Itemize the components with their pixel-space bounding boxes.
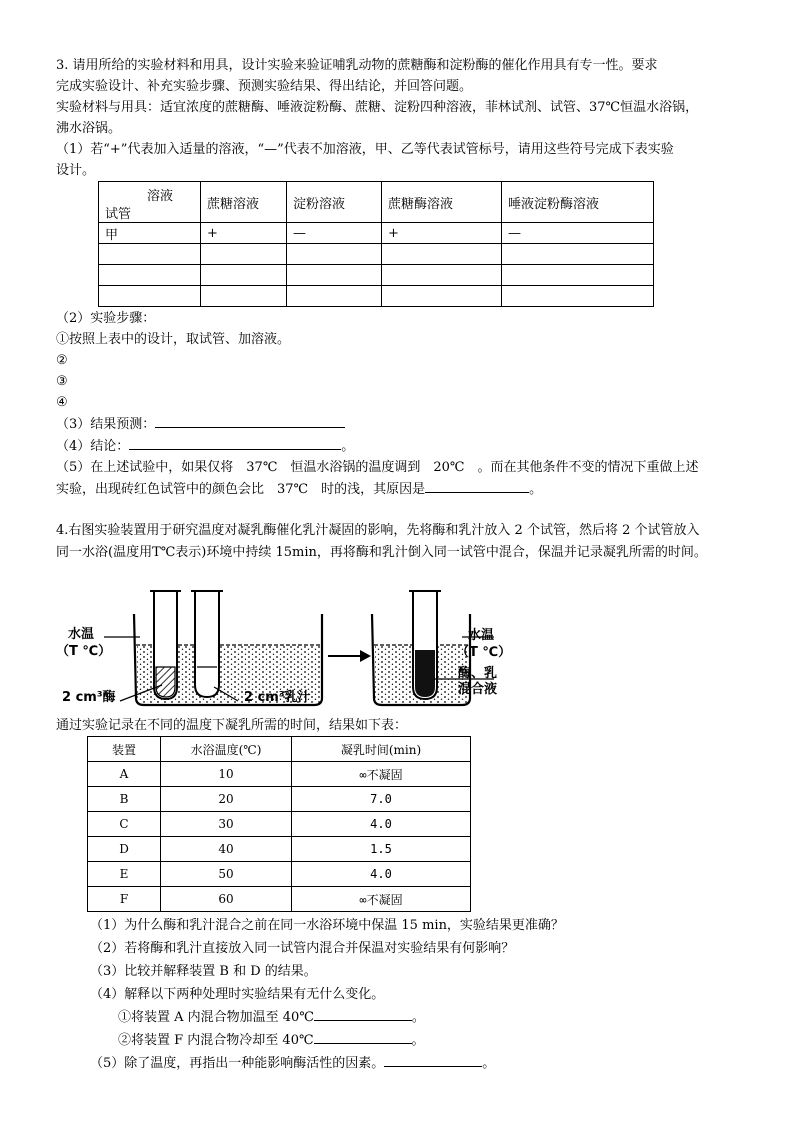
milk-tube bbox=[191, 591, 223, 697]
answer-blank[interactable] bbox=[425, 478, 529, 493]
mixture-label: 酶、乳 bbox=[458, 666, 498, 681]
table-row bbox=[88, 887, 471, 912]
q3-step1: ①按照上表中的设计，取试管、加溶液。 bbox=[56, 332, 291, 347]
table-cell: ∞不凝固 bbox=[292, 887, 471, 912]
corner-label-tube: 试管 bbox=[105, 207, 132, 222]
q3-part1: （1）若“+”代表加入适量的溶液，“—”代表不加溶液，甲、乙等代表试管标号，请用这些符号完成下表实验 bbox=[56, 142, 674, 157]
q3-part5: （5）在上述试验中，如果仅将 37℃ 恒温水浴锅的温度调到 20℃ 。而在其他条件不变的情况下重做上述 bbox=[56, 460, 699, 475]
table-cell: 30 bbox=[161, 812, 292, 837]
enzyme-tube bbox=[150, 591, 181, 699]
table-row bbox=[88, 862, 471, 887]
q4-question-5: （5）除了温度，再指出一种能影响酶活性的因素。 bbox=[90, 1056, 385, 1071]
answer-blank[interactable] bbox=[314, 1006, 412, 1021]
table-cell[interactable] bbox=[287, 244, 382, 265]
table-header-cell: 蔗糖溶液 bbox=[201, 182, 287, 223]
table-cell: B bbox=[88, 787, 161, 812]
q4-question-4a-line bbox=[56, 1006, 746, 1029]
table-cell[interactable] bbox=[287, 286, 382, 307]
table-row bbox=[88, 762, 471, 787]
q3-materials-cont: 沸水浴锅。 bbox=[56, 121, 122, 136]
table-cell[interactable] bbox=[99, 265, 201, 286]
q4-question-4b: ②将装置 F 内混合物冷却至 40℃ bbox=[118, 1033, 314, 1048]
q4-question-2: （2）若将酶和乳汁直接放入同一试管内混合并保温对实验结果有何影响？ bbox=[90, 941, 515, 956]
corner-label-solution: 溶液 bbox=[147, 189, 174, 204]
table-cell: 1.5 bbox=[292, 837, 471, 862]
table-cell: C bbox=[88, 812, 161, 837]
q3-step2: ② bbox=[56, 353, 68, 368]
q3-intro-cont: 完成实验设计、补充实验步骤、预测实验结果、得出结论，并回答问题。 bbox=[56, 79, 473, 94]
answer-blank[interactable] bbox=[384, 1052, 482, 1067]
enzyme-label: 2 cm³酶 bbox=[62, 690, 116, 705]
q4-question-4b-end: 。 bbox=[411, 1033, 425, 1048]
table-row bbox=[99, 223, 654, 244]
table-cell[interactable] bbox=[382, 286, 502, 307]
mixture-tube bbox=[409, 591, 441, 699]
table-cell: 4.0 bbox=[292, 862, 471, 887]
table-cell[interactable] bbox=[201, 286, 287, 307]
table-cell: 4.0 bbox=[292, 812, 471, 837]
mixture-label-line2: 混合液 bbox=[458, 682, 498, 697]
q4-question-5-end: 。 bbox=[482, 1056, 496, 1071]
worksheet bbox=[56, 55, 746, 1075]
q4-results-table bbox=[87, 736, 471, 912]
table-header-cell: 唾液淀粉酶溶液 bbox=[502, 182, 654, 223]
table-row bbox=[99, 265, 654, 286]
arrow-icon bbox=[328, 650, 371, 662]
q4-question-4a-end: 。 bbox=[411, 1010, 425, 1025]
table-row bbox=[88, 837, 471, 862]
table-header-cell: 凝乳时间(min) bbox=[292, 737, 471, 762]
table-cell: 7.0 bbox=[292, 787, 471, 812]
table-header-cell: 淀粉溶液 bbox=[287, 182, 382, 223]
answer-blank[interactable] bbox=[129, 435, 341, 450]
temp-unit-label-right: （T ℃） bbox=[456, 645, 512, 660]
table-cell[interactable] bbox=[502, 244, 654, 265]
q3-step3: ③ bbox=[56, 374, 68, 389]
q3-part3-label: （3）结果预测： bbox=[56, 417, 156, 432]
answer-blank[interactable] bbox=[314, 1029, 412, 1044]
table-header-cell: 水浴温度(℃) bbox=[161, 737, 292, 762]
q3-part1-cont: 设计。 bbox=[56, 163, 96, 178]
table-cell: + bbox=[382, 223, 502, 244]
table-cell: 10 bbox=[161, 762, 292, 787]
table-cell: + bbox=[201, 223, 287, 244]
table-row bbox=[99, 286, 654, 307]
q4-question-5-line bbox=[56, 1052, 746, 1075]
milk-label: 2 cm³乳汁 bbox=[244, 690, 311, 705]
table-cell: F bbox=[88, 887, 161, 912]
q4-question-3: （3）比较并解释装置 B 和 D 的结果。 bbox=[90, 964, 317, 979]
table-cell: 60 bbox=[161, 887, 292, 912]
table-header-row bbox=[88, 737, 471, 762]
table-corner-cell bbox=[99, 182, 201, 223]
table-cell[interactable] bbox=[502, 265, 654, 286]
table-header-row bbox=[99, 182, 654, 223]
water-temp-label: 水温 bbox=[68, 627, 95, 642]
table-cell: 40 bbox=[161, 837, 292, 862]
q3-intro: 3. 请用所给的实验材料和用具，设计实验来验证哺乳动物的蔗糖酶和淀粉酶的催化作用具有专一性。要求 bbox=[56, 58, 658, 73]
q4-question-1: （1）为什么酶和乳汁混合之前在同一水浴环境中保温 15 min，实验结果更准确？ bbox=[90, 918, 564, 933]
q3-part2: （2）实验步骤： bbox=[56, 311, 156, 326]
table-header-cell: 蔗糖酶溶液 bbox=[382, 182, 502, 223]
table-cell[interactable] bbox=[201, 265, 287, 286]
table-cell: 20 bbox=[161, 787, 292, 812]
table-cell[interactable] bbox=[502, 286, 654, 307]
q3-part4-line bbox=[56, 435, 746, 457]
table-cell: — bbox=[287, 223, 382, 244]
water-temp-label-right: 水温 bbox=[468, 628, 495, 643]
q4-intro: 4.右图实验装置用于研究温度对凝乳酶催化乳汁凝固的影响，先将酶和乳汁放入 2 个试管，然后将 2 个试管放入 bbox=[56, 523, 700, 538]
table-cell: A bbox=[88, 762, 161, 787]
q3-step4: ④ bbox=[56, 395, 68, 410]
q3-materials: 实验材料与用具：适宜浓度的蔗糖酶、唾液淀粉酶、蔗糖、淀粉四种溶液，菲林试剂、试管、37℃恒温水浴锅， bbox=[56, 100, 699, 115]
q3-part3-line bbox=[56, 413, 746, 435]
q4-intro-cont: 同一水浴(温度用T℃表示)环境中持续 15min，再将酶和乳汁倒入同一试管中混合，保温并记录凝乳所需的时间。 bbox=[56, 545, 707, 560]
q4-table-intro: 通过实验记录在不同的温度下凝乳所需的时间，结果如下表： bbox=[56, 718, 408, 733]
table-cell[interactable] bbox=[287, 265, 382, 286]
q4-question-4: （4）解释以下两种处理时实验结果有无什么变化。 bbox=[90, 987, 385, 1002]
q3-part5-end: 。 bbox=[529, 482, 543, 497]
table-cell[interactable] bbox=[99, 244, 201, 265]
table-cell[interactable] bbox=[201, 244, 287, 265]
table-cell: E bbox=[88, 862, 161, 887]
table-cell: ∞不凝固 bbox=[292, 762, 471, 787]
table-row bbox=[88, 812, 471, 837]
q3-part4-label: （4）结论： bbox=[56, 439, 130, 454]
q3-design-table bbox=[98, 181, 654, 307]
q3-part4-end: 。 bbox=[341, 439, 355, 454]
q3-part5-text: 实验，出现砖红色试管中的颜色会比 37℃ 时的浅，其原因是 bbox=[56, 482, 426, 497]
temp-unit-label: （T ℃） bbox=[56, 644, 112, 659]
q4-question-4a: ①将装置 A 内混合物加温至 40℃ bbox=[118, 1010, 314, 1025]
experiment-figure bbox=[58, 575, 518, 715]
table-cell[interactable] bbox=[382, 265, 502, 286]
q4-question-4b-line bbox=[56, 1029, 746, 1052]
table-cell: D bbox=[88, 837, 161, 862]
table-cell[interactable] bbox=[382, 244, 502, 265]
table-header-cell: 装置 bbox=[88, 737, 161, 762]
table-cell: 50 bbox=[161, 862, 292, 887]
table-row bbox=[99, 244, 654, 265]
table-cell: 甲 bbox=[99, 223, 201, 244]
q3-part5-line bbox=[56, 478, 746, 500]
table-row bbox=[88, 787, 471, 812]
answer-blank[interactable] bbox=[155, 413, 345, 428]
table-cell: — bbox=[502, 223, 654, 244]
table-cell[interactable] bbox=[99, 286, 201, 307]
